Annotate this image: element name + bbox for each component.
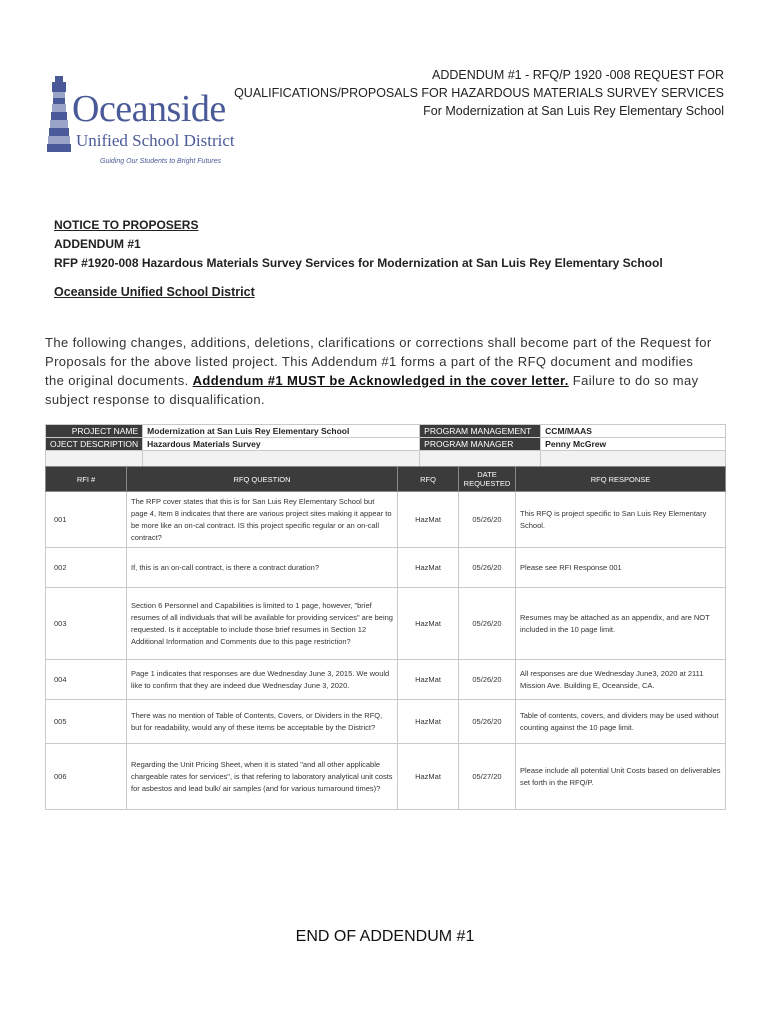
rfi-number: 005: [46, 700, 127, 744]
intro-tail: Failure to do so may subject response to disqualification.: [45, 373, 699, 407]
rfi-question: Page 1 indicates that responses are due Wednesday June 3, 2015. We would like to confirm that they are indeed due Wednesday June 3, 2020.: [127, 660, 398, 700]
logo-tagline: Guiding Our Students to Bright Futures: [100, 158, 222, 165]
table-row: [46, 492, 726, 548]
rfi-header-row: [46, 467, 726, 492]
district-name: Oceanside Unified School District: [54, 285, 255, 299]
intro-paragraph: [45, 333, 713, 409]
rfi-response: Table of contents, covers, and dividers may be used without counting against the 10 page limit.: [516, 700, 726, 744]
lighthouse-icon: [44, 76, 74, 166]
rfi-rfq: HazMat: [398, 744, 459, 810]
rfi-number: 006: [46, 744, 127, 810]
notice-block: [54, 216, 663, 302]
rfp-title: RFP #1920-008 Hazardous Materials Survey Services for Modernization at San Luis Rey Elementary School: [54, 256, 663, 270]
rfi-response: All responses are due Wednesday June3, 2020 at 2111 Mission Ave. Building E, Oceanside, CA.: [516, 660, 726, 700]
table-row: [46, 660, 726, 700]
rfi-date: 05/26/20: [459, 492, 516, 548]
rfi-number: 004: [46, 660, 127, 700]
rfi-rfq: HazMat: [398, 700, 459, 744]
rfi-question: The RFP cover states that this is for San Luis Rey Elementary School but page 4, Item 8 indicates that there are various project sites making it appear to be more like an on-cal contract. IS this project specific regular or an on-call contract?: [127, 492, 398, 548]
logo-wordmark: Oceanside: [72, 88, 226, 130]
rfi-number: 001: [46, 492, 127, 548]
project-name-value: Modernization at San Luis Rey Elementary School: [143, 425, 420, 438]
header-line-2: QUALIFICATIONS/PROPOSALS FOR HAZARDOUS MATERIALS SURVEY SERVICES: [234, 86, 724, 100]
table-row: [46, 548, 726, 588]
rfi-response: Please see RFI Response 001: [516, 548, 726, 588]
header-line-3: For Modernization at San Luis Rey Elementary School: [423, 104, 724, 118]
rfi-question: Regarding the Unit Pricing Sheet, when it is stated "and all other applicable chargeable rates for services", is that refering to laboratory analytical unit costs for asbestos and lead bulk/ air samples (and for various turnaround times)?: [127, 744, 398, 810]
rfi-rfq: HazMat: [398, 588, 459, 660]
rfi-question: Section 6 Personnel and Capabilities is limited to 1 page, however, "brief resumes of all individuals that will be available for providing services" are being requested. Is it acceptable to include those brief resumes in Section 12 Additional Information and Comments due to this page restriction?: [127, 588, 398, 660]
logo-subtitle: Unified School District: [76, 131, 235, 150]
table-row: [46, 700, 726, 744]
header-line-1: ADDENDUM #1 - RFQ/P 1920 -008 REQUEST FOR: [432, 68, 724, 82]
program-management-value: CCM/MAAS: [541, 425, 726, 438]
notice-title: NOTICE TO PROPOSERS: [54, 218, 199, 232]
col-date-requested: DATE REQUESTED: [459, 467, 516, 492]
info-row: [46, 425, 726, 438]
rfi-rfq: HazMat: [398, 492, 459, 548]
end-of-addendum: END OF ADDENDUM #1: [295, 928, 475, 945]
col-rfq: RFQ: [398, 467, 459, 492]
district-logo: [44, 76, 244, 176]
rfi-question: There was no mention of Table of Contents, Covers, or Dividers in the RFQ, but for readability, would any of these items be acceptable by the District?: [127, 700, 398, 744]
rfi-table: [45, 466, 726, 810]
rfi-date: 05/26/20: [459, 700, 516, 744]
rfi-rfq: HazMat: [398, 548, 459, 588]
rfi-rfq: HazMat: [398, 660, 459, 700]
info-row: [46, 438, 726, 451]
col-rfq-response: RFQ RESPONSE: [516, 467, 726, 492]
project-name-label: PROJECT NAME: [46, 425, 143, 438]
project-description-label: OJECT DESCRIPTION: [46, 438, 143, 451]
rfi-response: Please include all potential Unit Costs based on deliverables set forth in the RFQ/P.: [516, 744, 726, 810]
rfi-date: 05/26/20: [459, 660, 516, 700]
rfi-number: 002: [46, 548, 127, 588]
project-description-value: Hazardous Materials Survey: [143, 438, 420, 451]
rfi-number: 003: [46, 588, 127, 660]
intro-text: The following changes, additions, deletions, clarifications or corrections shall become part of the Request for Proposals for the above listed project. This Addendum #1 forms a part of the RFQ document and modifies the original documents.: [45, 335, 712, 388]
rfi-date: 05/27/20: [459, 744, 516, 810]
table-row: [46, 744, 726, 810]
project-info-table: [45, 424, 726, 468]
program-manager-label: PROGRAM MANAGER: [420, 438, 541, 451]
info-spacer-row: [46, 451, 726, 468]
program-management-label: PROGRAM MANAGEMENT: [420, 425, 541, 438]
col-rfq-question: RFQ QUESTION: [127, 467, 398, 492]
acknowledge-notice: Addendum #1 MUST be Acknowledged in the cover letter.: [192, 373, 569, 388]
rfi-date: 05/26/20: [459, 548, 516, 588]
addendum-label: ADDENDUM #1: [54, 237, 141, 251]
col-rfi-number: RFI #: [46, 467, 127, 492]
rfi-date: 05/26/20: [459, 588, 516, 660]
program-manager-value: Penny McGrew: [541, 438, 726, 451]
document-header: [234, 66, 724, 120]
table-row: [46, 588, 726, 660]
rfi-response: This RFQ is project specific to San Luis Rey Elementary School.: [516, 492, 726, 548]
rfi-question: If, this is an on-call contract, is there a contract duration?: [127, 548, 398, 588]
rfi-response: Resumes may be attached as an appendix, and are NOT included in the 10 page limit.: [516, 588, 726, 660]
